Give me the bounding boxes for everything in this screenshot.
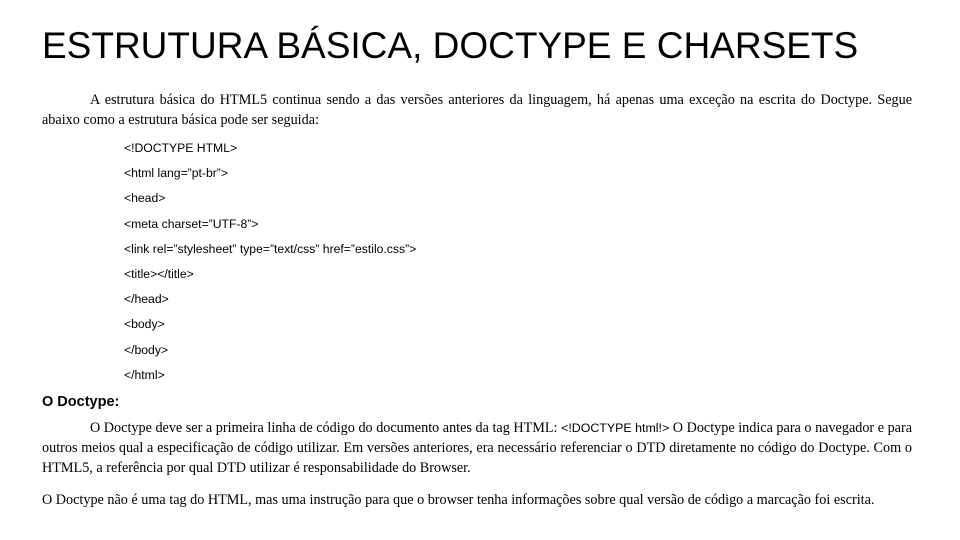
code-line: <!DOCTYPE HTML> xyxy=(124,141,238,155)
code-line: <link rel=”stylesheet” type=”text/css” href=”estilo.css”> xyxy=(124,241,417,256)
code-example xyxy=(124,136,416,388)
doctype-heading: O Doctype: xyxy=(42,394,120,410)
code-line: </head> xyxy=(124,292,169,307)
doctype-paragraph-1-text-end: O Doctype indica para o navegador e para outros meios qual a especificação de código utilizar. Em versões anteriores, era necessário referenciar o DTD diretamente no código do Doctype. Com o HTML5, a referência por qual DTD utilizar é responsabilidade do Browser. xyxy=(42,420,912,476)
code-line: <title></title> xyxy=(124,266,194,281)
intro-paragraph: A estrutura básica do HTML5 continua sendo a das versões anteriores da linguagem, há apenas uma exceção na escrita do Doctype. Segue abaixo como a estrutura básica pode ser seguida: xyxy=(42,92,912,128)
code-line: <html lang=”pt-br”> xyxy=(124,166,228,181)
doctype-paragraph-1-text-start: O Doctype deve ser a primeira linha de código do documento antes da tag HTML: xyxy=(90,420,562,436)
doctype-paragraph-1 xyxy=(42,418,912,478)
code-line: </body> xyxy=(124,342,169,357)
doctype-inline-code: <!DOCTYPE html!> xyxy=(561,421,670,435)
doctype-paragraph-2: O Doctype não é uma tag do HTML, mas uma instrução para que o browser tenha informações sobre qual versão de código a marcação foi escrita. xyxy=(42,492,875,508)
slide-title: ESTRUTURA BÁSICA, DOCTYPE E CHARSETS xyxy=(42,25,859,66)
code-line: <body> xyxy=(124,317,165,332)
code-line: <head> xyxy=(124,191,166,206)
code-line: </html> xyxy=(124,367,165,382)
code-line: <meta charset=”UTF-8”> xyxy=(124,216,259,231)
